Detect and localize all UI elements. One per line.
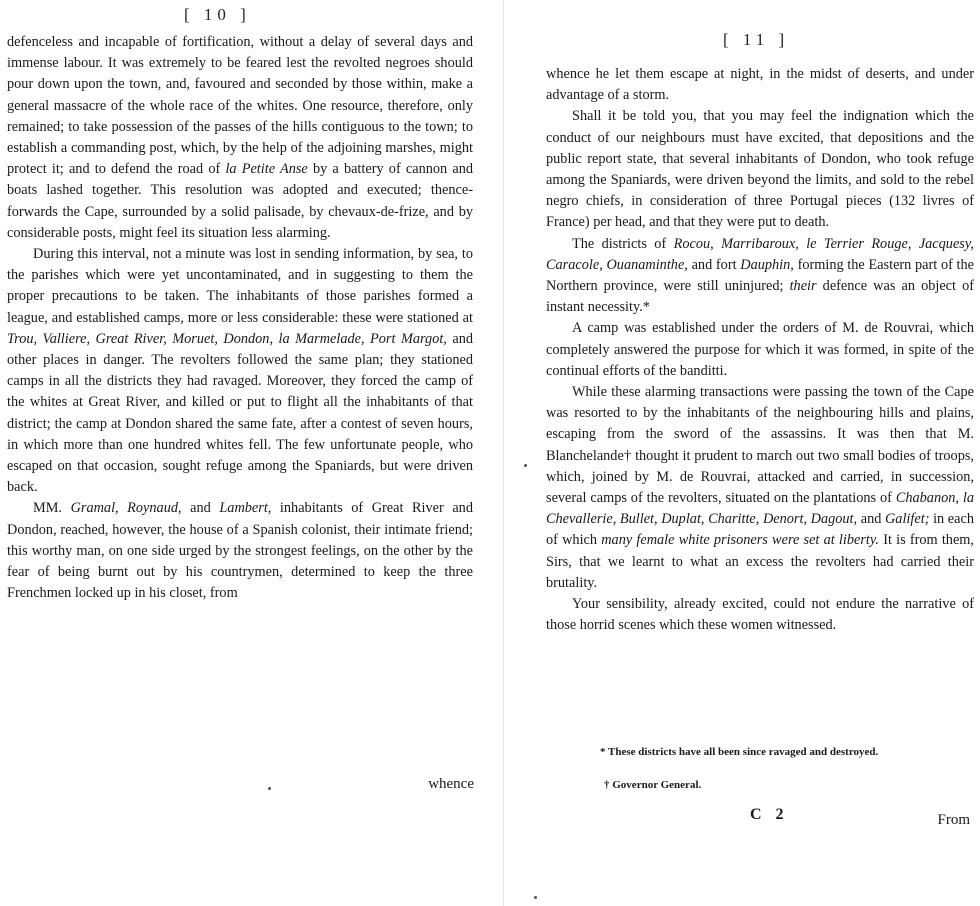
- text-run: It is from them, Sirs, that we learnt to what an excess the revolters had carried their brutality.: [546, 532, 974, 591]
- italic-run: many female white prisoners were set at liberty.: [601, 532, 879, 549]
- italic-run: Chabanon, la Chevallerie, Bullet, Duplat, Charitte, Denort, Dagout,: [546, 490, 974, 528]
- ink-speck: [534, 896, 537, 899]
- catchword: whence: [428, 776, 474, 792]
- text-run: and other places in danger. The revolters followed the same plan; they stationed camps in all the districts they had ravaged. Moreover, they forced the camp of the whites at Great River, and killed or put to flight all the inhabitants of that district; the camp at Dondon shared the same fate, after a contest of seven hours, in which more than one hundred whites fell. The few unfortunate people, who escaped on that occasion, sought refuge among the Spaniards, but were driven back.: [7, 330, 474, 496]
- paragraph: [546, 234, 974, 319]
- text-run: whence he let them escape at night, in the midst of deserts, and under advantage of a storm.: [546, 66, 974, 104]
- text-run: MM.: [33, 500, 71, 517]
- text-run: A camp was established under the orders of M. de Rouvrai, which completely answered the purpose for which it was formed, in spite of the continual efforts of the banditti.: [546, 320, 974, 379]
- page-body: [546, 64, 974, 636]
- paragraph: [7, 244, 473, 498]
- italic-run: Trou, Valliere, Great River, Moruet, Dondon, la Marmelade, Port Margot,: [7, 330, 447, 347]
- right-page: [530, 0, 980, 906]
- page-number: [ 10 ]: [184, 5, 251, 24]
- text-run: and: [857, 511, 885, 528]
- text-run: During this interval, not a minute was lost in sending information, by sea, to the parishes which were yet uncontaminated, and in suggesting to them the proper precautions to be taken. The inhabitants of those parishes formed a league, and established camps, more or less considerable: these were stationed at: [7, 246, 473, 326]
- paragraph: [546, 64, 974, 106]
- text-run: inhabitants of Great River and Dondon, reached, however, the house of a Spanish colonist, their intimate friend; this worthy man, on one side urged by the strongest feelings, on the other by the fear of being burnt out by his countrymen, determined to keep the three Frenchmen locked up in his closet, from: [7, 500, 473, 602]
- text-run: defenceless and incapable of fortification, without a delay of several days and immense labour. It was extremely to be feared lest the revolted negroes should pour down upon the town, and, favoured and seconded by those within, make a general massacre of the whole race of the whites. One resource, therefore, only remained; to take possession of the passes of the hills contiguous to the town; to establish a commanding post, which, by the help of the adjoining marshes, might protect it; and to defend the road of: [7, 34, 473, 178]
- footnote: † Governor General.: [604, 779, 702, 791]
- book-gutter: [503, 0, 504, 906]
- italic-run: Galifet;: [884, 511, 930, 528]
- italic-run: their: [789, 278, 817, 295]
- footnote: * These districts have all been since ravaged and destroyed.: [600, 746, 879, 758]
- paragraph: [546, 318, 974, 382]
- footnotes: [600, 744, 960, 793]
- signature-mark: C 2: [750, 806, 789, 823]
- paragraph: [546, 382, 974, 594]
- italic-run: la Petite Anse: [225, 161, 308, 178]
- text-run: in each of which: [546, 511, 974, 549]
- text-run: and: [181, 500, 220, 517]
- paragraph: [7, 32, 473, 244]
- text-run: by a battery of cannon and boats lashed together. This resolution was adopted and executed; thence-forwards the Cape, surrounded by a solid palisade, by chevaux-de-frize, and by considerable posts, might feel its situation less alarming.: [7, 161, 473, 241]
- text-run: Shall it be told you, that you may feel the indignation which the conduct of our neighbours must have excited, that depositions and the public report state, that several inhabitants of Dondon, who took refuge among the Spaniards, were driven beyond the limits, and sold to the rebel negro chiefs, in consideration of three Portugal pieces (132 livres of France) per head, and that they were put to death.: [546, 108, 974, 231]
- text-run: forming the Eastern part of the Northern province, were still uninjured;: [546, 256, 975, 295]
- ink-speck: [524, 464, 527, 467]
- italic-run: Rocou, Marribaroux, le Terrier Rouge, Jacquesy, Caracole, Ouanaminthe,: [546, 235, 974, 273]
- paragraph: [546, 594, 974, 636]
- italic-run: Dauphin,: [740, 256, 794, 273]
- text-run: Your sensibility, already excited, could not endure the narrative of those horrid scenes which these women witnessed.: [546, 596, 974, 634]
- paragraph: [7, 498, 473, 604]
- catchword: From: [937, 812, 970, 828]
- ink-speck: [268, 787, 271, 790]
- italic-run: Gramal, Roynaud,: [70, 500, 182, 517]
- text-run: defence was an object of instant necessity.*: [546, 278, 974, 316]
- text-run: and fort: [687, 256, 741, 273]
- text-run: While these alarming transactions were passing the town of the Cape was resorted to by the inhabitants of the neighbouring hills and plains, escaping from the sword of the assassins. It was then that M. Blanchelande† thought it prudent to march out two small bodies of troops, which, joined by M. de Rouvrai, attacked and carried, in succession, several camps of the revolters, situated on the plantations of: [546, 384, 974, 507]
- italic-run: Lambert,: [219, 500, 272, 517]
- left-page: [0, 0, 480, 906]
- text-run: The districts of: [572, 235, 674, 252]
- page-body: [7, 32, 473, 604]
- paragraph: [546, 106, 974, 233]
- page-number: [ 11 ]: [723, 30, 790, 49]
